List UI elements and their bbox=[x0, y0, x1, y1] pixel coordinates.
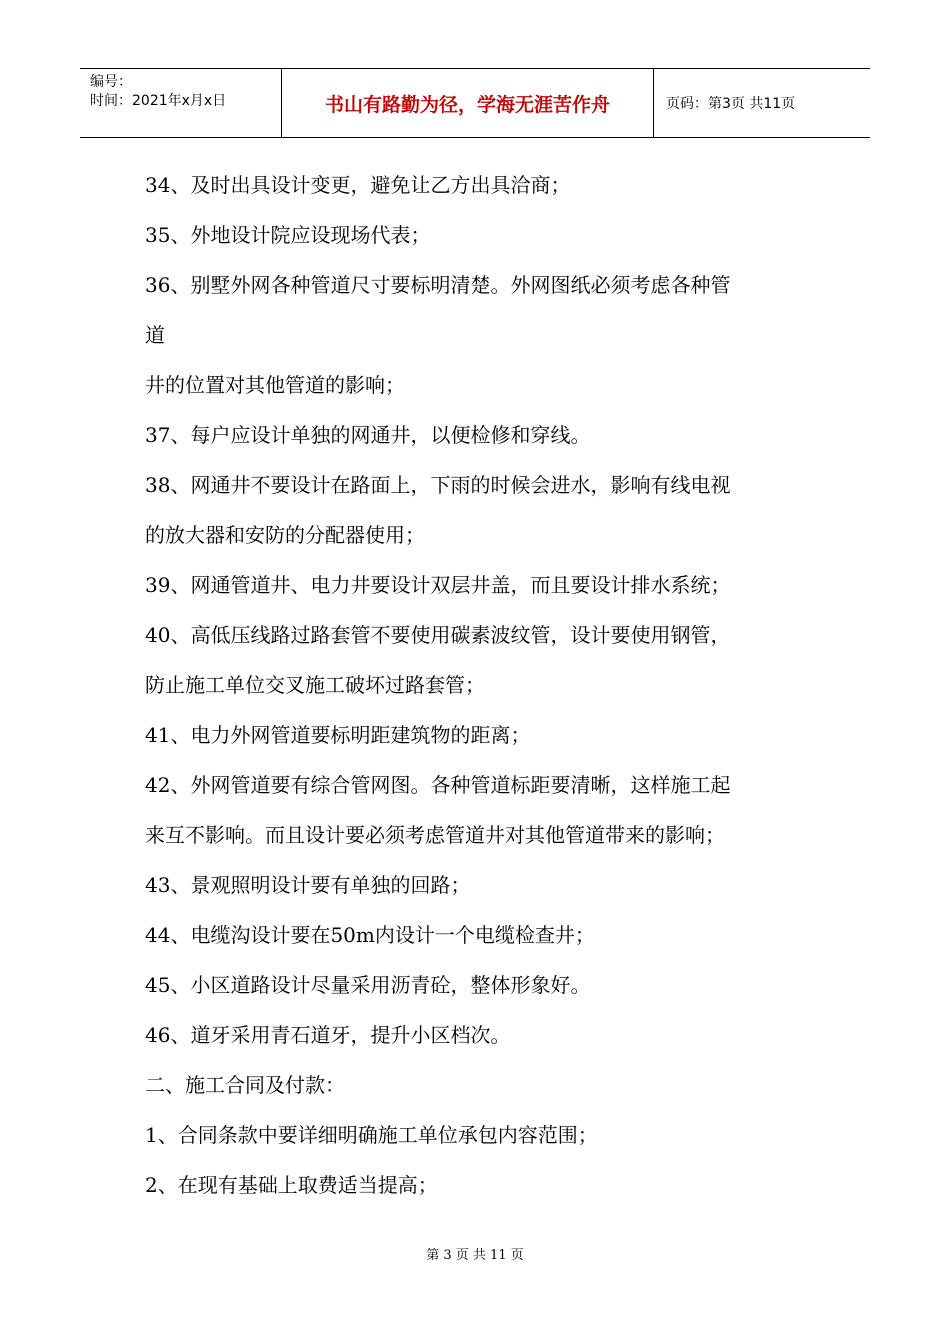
body-line: 40、高低压线路过路套管不要使用碳素波纹管，设计要使用钢管， bbox=[145, 623, 731, 647]
body-line: 35、外地设计院应设现场代表； bbox=[145, 223, 431, 247]
body-line: 45、小区道路设计尽量采用沥青砼，整体形象好。 bbox=[145, 973, 591, 997]
document-number-label: 编号： bbox=[90, 74, 132, 90]
header-left-cell bbox=[80, 69, 282, 137]
section-heading: 二、施工合同及付款： bbox=[145, 1073, 345, 1097]
body-line: 防止施工单位交叉施工破坏过路套管； bbox=[145, 673, 485, 697]
header-page-info: 页码：第3页 共11页 bbox=[666, 96, 796, 112]
body-line: 井的位置对其他管道的影响； bbox=[145, 373, 405, 397]
body-line: 39、网通管道井、电力井要设计双层井盖，而且要设计排水系统； bbox=[145, 573, 731, 597]
body-line: 43、景观照明设计要有单独的回路； bbox=[145, 873, 471, 897]
body-line: 36、别墅外网各种管道尺寸要标明清楚。外网图纸必须考虑各种管 bbox=[145, 273, 731, 297]
body-line: 44、电缆沟设计要在50m内设计一个电缆检查井； bbox=[145, 923, 595, 947]
body-line: 1、合同条款中要详细明确施工单位承包内容范围； bbox=[145, 1123, 598, 1147]
body-line: 来互不影响。而且设计要必须考虑管道井对其他管道带来的影响； bbox=[145, 823, 725, 847]
page-footer: 第 3 页 共 11 页 bbox=[426, 1248, 524, 1263]
body-line: 2、在现有基础上取费适当提高； bbox=[145, 1173, 438, 1197]
body-line: 41、电力外网管道要标明距建筑物的距离； bbox=[145, 723, 531, 747]
document-body bbox=[145, 160, 815, 1210]
page-header bbox=[80, 68, 870, 138]
body-line: 37、每户应设计单独的网通井，以便检修和穿线。 bbox=[145, 423, 591, 447]
body-line: 34、及时出具设计变更，避免让乙方出具洽商； bbox=[145, 173, 571, 197]
body-line: 道 bbox=[145, 323, 165, 347]
header-motto: 书山有路勤为径，学海无涯苦作舟 bbox=[282, 69, 654, 137]
body-line: 的放大器和安防的分配器使用； bbox=[145, 523, 425, 547]
body-line: 38、网通井不要设计在路面上，下雨的时候会进水，影响有线电视 bbox=[145, 473, 731, 497]
body-line: 42、外网管道要有综合管网图。各种管道标距要清晰，这样施工起 bbox=[145, 773, 731, 797]
body-line: 46、道牙采用青石道牙，提升小区档次。 bbox=[145, 1023, 511, 1047]
document-time-label: 时间：2021年x月x日 bbox=[90, 93, 227, 109]
